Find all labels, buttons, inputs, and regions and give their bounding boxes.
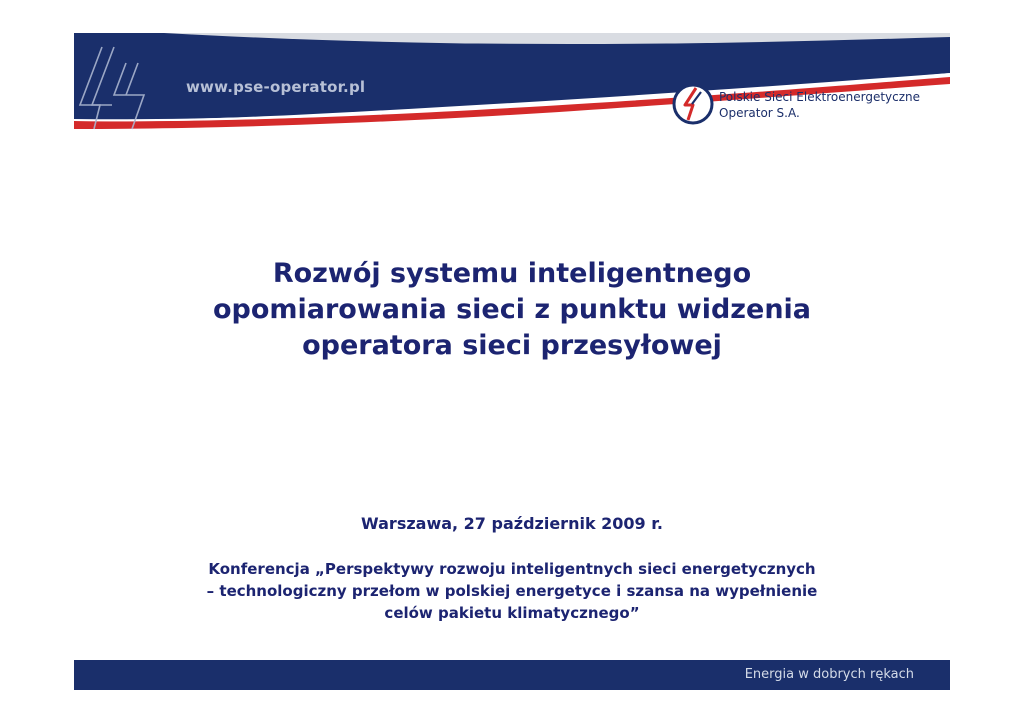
title-line1: Rozwój systemu inteligentnego — [272, 258, 752, 289]
company-name-line1: Polskie Sieci Elektroenergetyczne — [719, 90, 921, 104]
event-date: Warszawa, 27 październik 2009 r. — [361, 514, 663, 533]
footer-slogan: Energia w dobrych rękach — [744, 667, 914, 682]
conference-line2: – technologiczny przełom w polskiej energetyce i szansa na wypełnienie — [206, 582, 818, 600]
company-logo — [672, 82, 921, 132]
company-name-line2: Operator S.A. — [719, 106, 800, 120]
title-line2: opomiarowania sieci z punktu widzenia — [212, 294, 812, 325]
company-name — [719, 89, 920, 121]
pse-logo-icon — [672, 82, 714, 126]
footer-bar — [74, 660, 950, 690]
conference-line1: Konferencja „Perspektywy rozwoju inteligentnych sieci energetycznych — [208, 560, 816, 578]
website-url[interactable]: www.pse-operator.pl — [186, 78, 366, 96]
conference-name — [100, 558, 924, 624]
conference-line3: celów pakietu klimatycznego” — [384, 604, 640, 622]
slide-title — [100, 256, 924, 364]
title-line3: operatora sieci przesyłowej — [302, 330, 722, 361]
